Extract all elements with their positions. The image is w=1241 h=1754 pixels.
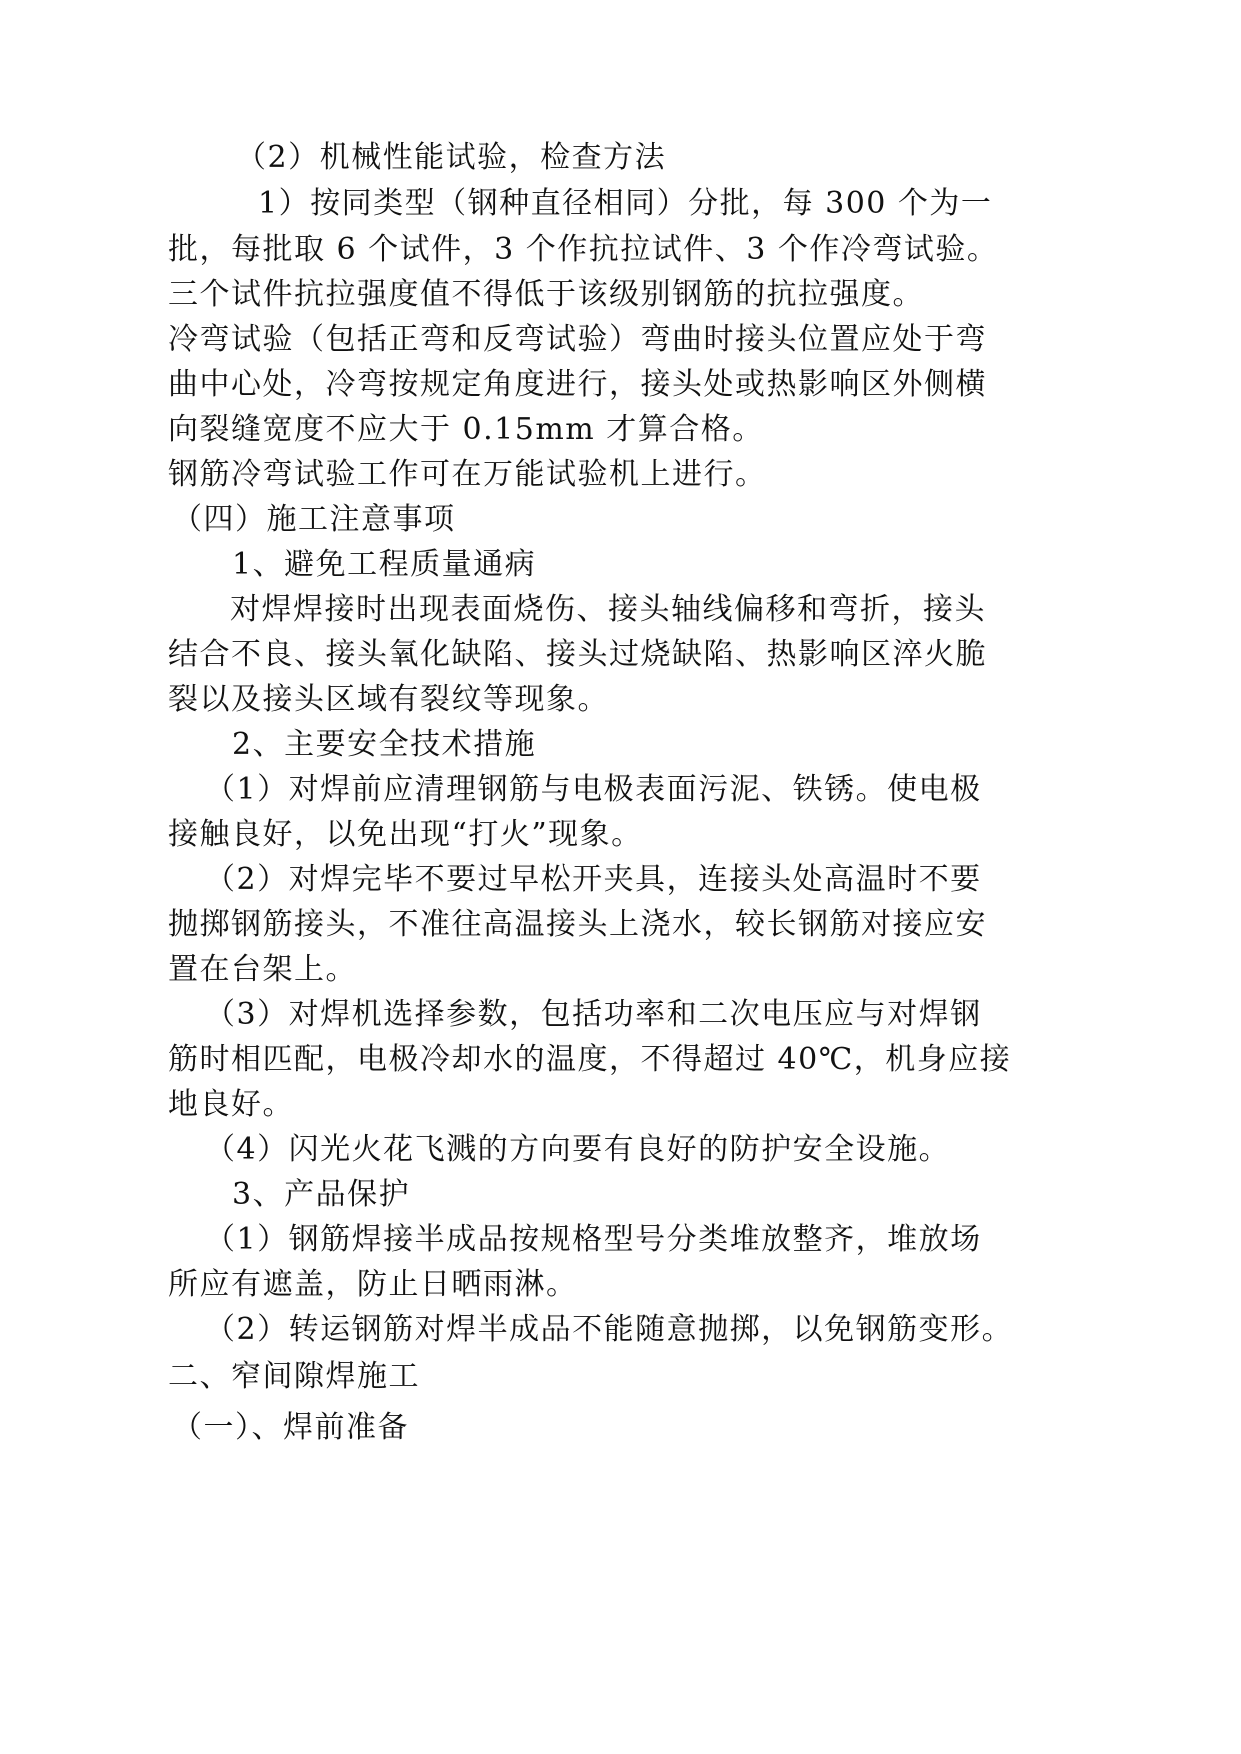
text-line: 钢筋冷弯试验工作可在万能试验机上进行。 <box>168 457 767 492</box>
text-line: （2）机械性能试验，检查方法 <box>236 140 667 175</box>
text-line: 裂以及接头区域有裂纹等现象。 <box>168 682 609 717</box>
text-line: 置在台架上。 <box>168 952 357 987</box>
chapter-heading: 二、窄间隙焊施工 <box>168 1359 420 1394</box>
subsection-heading: 1、避免工程质量通病 <box>232 547 537 582</box>
text-line: （1）对焊前应清理钢筋与电极表面污泥、铁锈。使电极 <box>205 772 982 807</box>
text-line: 地良好。 <box>168 1087 294 1122</box>
text-line: （1）钢筋焊接半成品按规格型号分类堆放整齐，堆放场 <box>205 1222 982 1257</box>
section-heading: （一）、焊前准备 <box>172 1410 409 1445</box>
text-line: 三个试件抗拉强度值不得低于该级别钢筋的抗拉强度。 <box>168 277 924 312</box>
section-heading: （四）施工注意事项 <box>172 502 456 537</box>
text-line: （3）对焊机选择参数，包括功率和二次电压应与对焊钢 <box>205 997 982 1032</box>
text-line: 曲中心处，冷弯按规定角度进行，接头处或热影响区外侧横 <box>168 367 987 402</box>
text-line: 1）按同类型（钢种直径相同）分批，每 300 个为一 <box>258 186 993 221</box>
text-line: 批，每批取 6 个试件，3 个作抗拉试件、3 个作冷弯试验。 <box>168 232 999 267</box>
text-line: （2）对焊完毕不要过早松开夹具，连接头处高温时不要 <box>205 862 982 897</box>
text-line: （2）转运钢筋对焊半成品不能随意抛掷，以免钢筋变形。 <box>205 1312 1014 1347</box>
text-line: 结合不良、接头氧化缺陷、接头过烧缺陷、热影响区淬火脆 <box>168 637 987 672</box>
subsection-heading: 3、产品保护 <box>232 1177 411 1212</box>
text-line: 冷弯试验（包括正弯和反弯试验）弯曲时接头位置应处于弯 <box>168 322 987 357</box>
text-line: 筋时相匹配，电极冷却水的温度，不得超过 40℃，机身应接 <box>168 1042 1012 1077</box>
subsection-heading: 2、主要安全技术措施 <box>232 727 537 762</box>
text-line: 抛掷钢筋接头，不准往高温接头上浇水，较长钢筋对接应安 <box>168 907 987 942</box>
text-line: 所应有遮盖，防止日晒雨淋。 <box>168 1267 578 1302</box>
text-line: （4）闪光火花飞溅的方向要有良好的防护安全设施。 <box>205 1132 951 1167</box>
text-line: 对焊焊接时出现表面烧伤、接头轴线偏移和弯折，接头 <box>230 592 986 627</box>
text-line: 向裂缝宽度不应大于 0.15mm 才算合格。 <box>168 412 764 447</box>
text-line: 接触良好，以免出现“打火”现象。 <box>168 817 643 852</box>
